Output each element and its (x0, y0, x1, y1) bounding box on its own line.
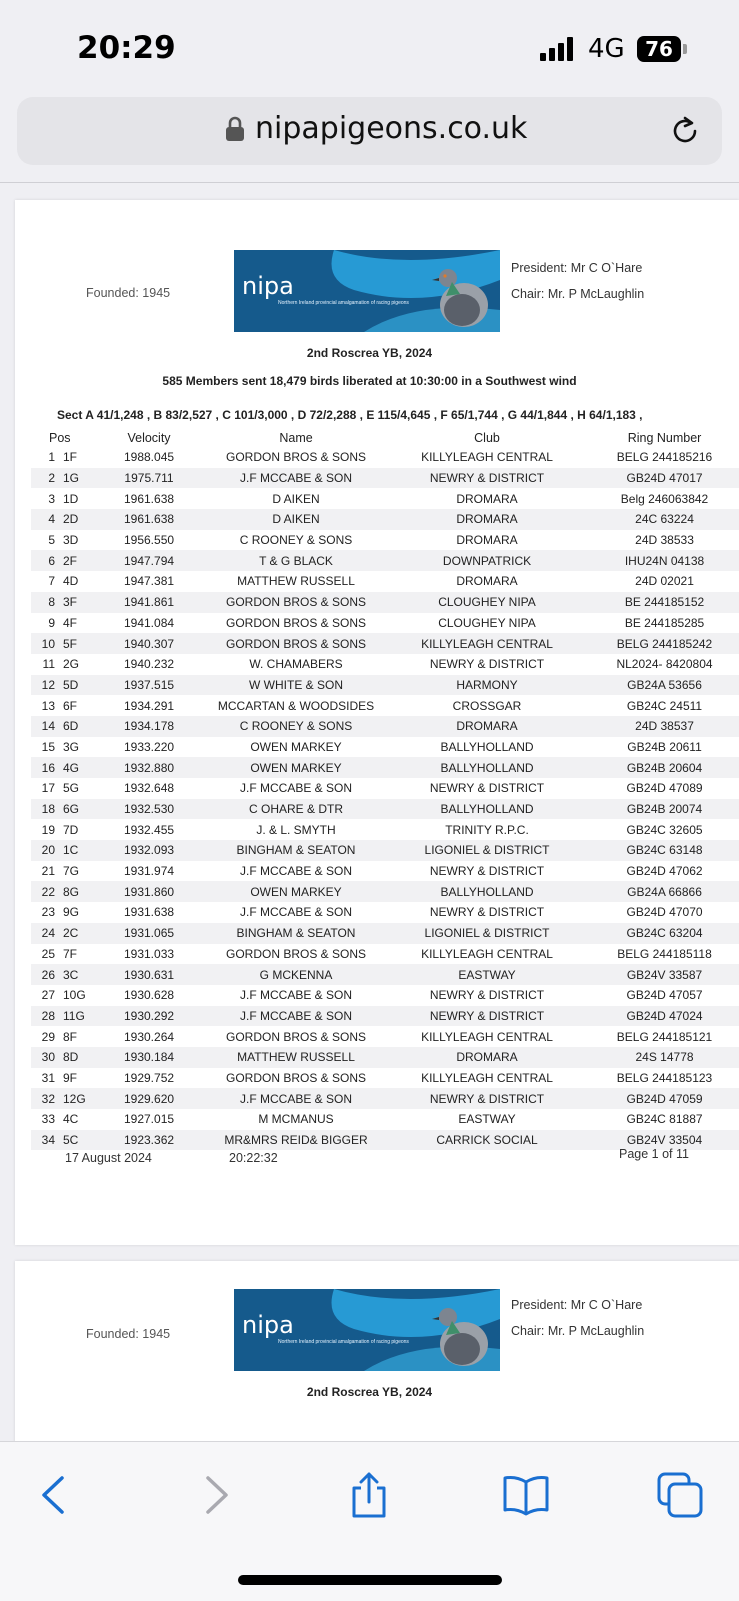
table-row (31, 550, 739, 571)
cell-velocity: 1932.648 (123, 781, 175, 796)
founded-text: Founded: 1945 (86, 286, 171, 300)
cell-ring: BE 244185285 (624, 615, 705, 630)
cell-section: 4C (63, 1112, 79, 1127)
cell-pos: 18 (31, 799, 61, 820)
cell-pos: 3 (48, 491, 55, 506)
cell-name: D AIKEN (203, 509, 389, 530)
cell-name: M MCMANUS (258, 1112, 334, 1127)
cell-name: J.F MCCABE & SON (240, 864, 353, 879)
cell-pos: 9 (48, 615, 55, 630)
logo-tagline: Northern Ireland provincial amalgamation of racing pigeons (278, 300, 409, 306)
cell-section: 1F (63, 450, 78, 465)
cell-ring: BELG 244185216 (616, 450, 713, 465)
back-icon[interactable] (30, 1470, 80, 1520)
table-row (31, 716, 739, 737)
cell-velocity: 1929.620 (95, 1088, 203, 1109)
cell-velocity: 1947.794 (95, 550, 203, 571)
cell-name: G MCKENNA (203, 964, 389, 985)
cell-ring: 24S 14778 (585, 1047, 739, 1068)
cell-velocity: 1930.292 (95, 1006, 203, 1027)
cell-ring: GB24D 47059 (585, 1088, 739, 1109)
logo-text: nipa (242, 1311, 294, 1339)
cell-club: DROMARA (456, 533, 518, 548)
nipa-logo-banner (234, 1289, 500, 1371)
cell-section: 6G (61, 799, 95, 820)
cell-name: GORDON BROS & SONS (226, 615, 367, 630)
table-row (31, 1006, 739, 1027)
cell-club: NEWRY & DISTRICT (389, 1088, 585, 1109)
cell-name: W WHITE & SON (203, 675, 389, 696)
cell-club: EASTWAY (389, 964, 585, 985)
cell-pos: 24 (31, 923, 61, 944)
cell-pos: 25 (41, 946, 55, 961)
cell-club: DROMARA (389, 716, 585, 737)
header-ring: Ring Number (627, 431, 702, 445)
footer-date: 17 August 2024 (65, 1151, 152, 1165)
cell-section: 2G (63, 657, 80, 672)
table-row (31, 571, 739, 592)
cell-ring: GB24D 47024 (585, 1006, 739, 1027)
cell-section: 2C (61, 923, 95, 944)
cell-name: GORDON BROS & SONS (203, 633, 389, 654)
cell-ring: GB24C 81887 (626, 1112, 703, 1127)
cell-name: MATTHEW RUSSELL (203, 1047, 389, 1068)
cell-section: 5D (61, 675, 95, 696)
cell-pos: 34 (31, 1130, 61, 1151)
cell-club: CARRICK SOCIAL (389, 1130, 585, 1151)
cell-velocity: 1930.264 (123, 1029, 175, 1044)
page-number: Page 1 of 11 (619, 1147, 689, 1161)
cell-section: 5F (61, 633, 95, 654)
cell-section: 12G (61, 1088, 95, 1109)
cell-pos: 15 (41, 739, 55, 754)
results-table (31, 429, 739, 1150)
cell-ring: GB24C 63204 (585, 923, 739, 944)
table-row (31, 654, 739, 675)
cell-section: 1C (61, 840, 95, 861)
cell-club: BALLYHOLLAND (440, 739, 534, 754)
cell-ring: GB24C 24511 (626, 698, 703, 713)
cell-velocity: 1932.093 (95, 840, 203, 861)
cell-pos: 5 (48, 533, 55, 548)
cell-name: C ROONEY & SONS (203, 716, 389, 737)
cellular-signal-icon (540, 37, 578, 61)
cell-name: GORDON BROS & SONS (203, 592, 389, 613)
cell-club: DROMARA (389, 509, 585, 530)
table-row (31, 675, 739, 696)
cell-velocity: 1934.178 (95, 716, 203, 737)
cell-ring: GB24D 47062 (626, 864, 703, 879)
cell-name: W. CHAMABERS (249, 657, 343, 672)
cell-section: 1G (61, 468, 95, 489)
cell-pos: 6 (31, 550, 61, 571)
race-title: 2nd Roscrea YB, 2024 (306, 346, 433, 360)
footer-time: 20:22:32 (229, 1151, 278, 1165)
table-row (31, 944, 739, 965)
table-row (31, 923, 739, 944)
section-counts: Sect A 41/1,248 , B 83/2,527 , C 101/3,000 , D 72/2,288 , E 115/4,645 , F 65/1,744 , G 44/1,844 , H 64/1,183 , (57, 408, 643, 422)
cell-velocity: 1941.084 (123, 615, 175, 630)
cell-section: 3F (61, 592, 95, 613)
cell-section: 7D (63, 822, 79, 837)
cell-pos: 20 (31, 840, 61, 861)
cell-name: J.F MCCABE & SON (240, 905, 353, 920)
cell-club: KILLYLEAGH CENTRAL (421, 1070, 553, 1085)
cell-ring: 24D 38533 (635, 533, 694, 548)
tabs-icon[interactable] (655, 1470, 705, 1520)
cell-name: GORDON BROS & SONS (226, 1070, 367, 1085)
logo-tagline: Northern Ireland provincial amalgamation of racing pigeons (278, 1339, 409, 1345)
cell-name: MR&MRS REID& BIGGER (203, 1130, 389, 1151)
cell-name: GORDON BROS & SONS (226, 450, 367, 465)
cell-velocity: 1931.033 (123, 946, 175, 961)
cell-club: NEWRY & DISTRICT (389, 468, 585, 489)
cell-velocity: 1961.638 (95, 509, 203, 530)
cell-name: BINGHAM & SEATON (203, 840, 389, 861)
table-row (31, 840, 739, 861)
cell-ring: BELG 244185121 (616, 1029, 713, 1044)
header-name: Name (279, 431, 313, 445)
chair-text: Chair: Mr. P McLaughlin (511, 287, 645, 301)
cell-velocity: 1940.307 (95, 633, 203, 654)
cell-club: HARMONY (389, 675, 585, 696)
cell-velocity: 1961.638 (123, 491, 175, 506)
table-row (31, 964, 739, 985)
cell-pos: 32 (31, 1088, 61, 1109)
cell-club: NEWRY & DISTRICT (429, 988, 545, 1003)
cell-pos: 13 (41, 698, 55, 713)
reload-icon[interactable] (668, 114, 702, 148)
cell-name: C OHARE & DTR (203, 799, 389, 820)
cell-pos: 8 (31, 592, 61, 613)
divider (0, 182, 739, 183)
cell-club: LIGONIEL & DISTRICT (389, 840, 585, 861)
cell-section: 4D (63, 574, 79, 589)
table-row (31, 757, 739, 778)
cell-club: NEWRY & DISTRICT (429, 864, 545, 879)
cell-section: 3C (61, 964, 95, 985)
cell-club: KILLYLEAGH CENTRAL (421, 1029, 553, 1044)
cell-ring: GB24D 47089 (626, 781, 703, 796)
table-row (31, 881, 739, 902)
cell-velocity: 1941.861 (95, 592, 203, 613)
table-row (31, 488, 739, 509)
status-time: 20:29 (77, 30, 176, 66)
cell-velocity: 1988.045 (123, 450, 175, 465)
cell-ring: GB24C 32605 (626, 822, 703, 837)
table-row (31, 861, 739, 882)
table-row (31, 509, 739, 530)
logo-text: nipa (242, 272, 294, 300)
cell-velocity: 1931.860 (95, 881, 203, 902)
cell-ring: GB24A 66866 (585, 881, 739, 902)
table-row (31, 1109, 739, 1130)
founded-text: Founded: 1945 (86, 1327, 171, 1341)
battery-icon (637, 36, 687, 62)
cell-club: DROMARA (456, 491, 518, 506)
cell-section: 5C (61, 1130, 95, 1151)
cell-velocity: 1930.628 (123, 988, 175, 1003)
cell-pos: 26 (31, 964, 61, 985)
home-indicator[interactable] (238, 1575, 502, 1585)
cell-pos: 23 (41, 905, 55, 920)
table-row (31, 819, 739, 840)
cell-pos: 31 (41, 1070, 55, 1085)
table-row (31, 695, 739, 716)
table-row (31, 468, 739, 489)
cell-pos: 12 (31, 675, 61, 696)
cell-name: J.F MCCABE & SON (203, 468, 389, 489)
cell-ring: GB24D 47070 (626, 905, 703, 920)
cell-club: DROMARA (389, 1047, 585, 1068)
cell-velocity: 1933.220 (123, 739, 175, 754)
cell-pos: 14 (31, 716, 61, 737)
battery-level: 76 (637, 36, 681, 62)
cell-velocity: 1930.631 (95, 964, 203, 985)
table-row (31, 1047, 739, 1068)
forward-icon[interactable] (190, 1470, 240, 1520)
cell-name: J. & L. SMYTH (256, 822, 336, 837)
cell-name: MCCARTAN & WOODSIDES (217, 698, 375, 713)
nipa-logo-banner (234, 250, 500, 332)
cell-velocity: 1932.455 (123, 822, 175, 837)
cell-club: DOWNPATRICK (389, 550, 585, 571)
table-row (31, 530, 739, 551)
cell-ring: GB24B 20074 (585, 799, 739, 820)
cell-ring: 24D 02021 (635, 574, 694, 589)
cell-velocity: 1930.184 (95, 1047, 203, 1068)
table-row (31, 985, 739, 1006)
cell-velocity: 1931.065 (95, 923, 203, 944)
cell-ring: 24C 63224 (585, 509, 739, 530)
cell-ring: GB24D 47017 (585, 468, 739, 489)
cell-section: 8G (61, 881, 95, 902)
cell-section: 9F (63, 1070, 78, 1085)
cell-section: 8D (61, 1047, 95, 1068)
table-row (31, 1026, 739, 1047)
cell-club: EASTWAY (458, 1112, 516, 1127)
cell-club: KILLYLEAGH CENTRAL (421, 450, 553, 465)
cell-section: 8F (63, 1029, 78, 1044)
cell-name: BINGHAM & SEATON (203, 923, 389, 944)
cell-section: 7F (63, 946, 78, 961)
cell-club: LIGONIEL & DISTRICT (389, 923, 585, 944)
cell-name: J.F MCCABE & SON (240, 781, 353, 796)
cell-name: T & G BLACK (203, 550, 389, 571)
cell-club: CLOUGHEY NIPA (389, 592, 585, 613)
cell-ring: GB24V 33587 (585, 964, 739, 985)
cell-club: NEWRY & DISTRICT (429, 905, 545, 920)
president-text: President: Mr C O`Hare (511, 1298, 643, 1312)
cell-ring: 24D 38537 (585, 716, 739, 737)
cell-name: D AIKEN (272, 491, 320, 506)
cell-section: 5G (63, 781, 80, 796)
cell-velocity: 1932.880 (95, 757, 203, 778)
cell-club: KILLYLEAGH CENTRAL (389, 633, 585, 654)
cell-pos: 27 (41, 988, 55, 1003)
cell-velocity: 1931.638 (123, 905, 175, 920)
cell-velocity: 1923.362 (95, 1130, 203, 1151)
network-type: 4G (588, 34, 625, 64)
cell-section: 9G (63, 905, 80, 920)
cell-section: 7G (63, 864, 80, 879)
cell-pos: 19 (41, 822, 55, 837)
cell-velocity: 1931.974 (123, 864, 175, 879)
table-row (31, 1088, 739, 1109)
president-text: President: Mr C O`Hare (511, 261, 643, 275)
cell-section: 4F (63, 615, 78, 630)
cell-ring: IHU24N 04138 (585, 550, 739, 571)
cell-velocity: 1947.381 (123, 574, 175, 589)
cell-velocity: 1940.232 (123, 657, 175, 672)
cell-pos: 22 (31, 881, 61, 902)
cell-club: CLOUGHEY NIPA (438, 615, 536, 630)
pdf-page-2[interactable] (15, 1261, 739, 1461)
cell-pos: 2 (31, 468, 61, 489)
cell-club: BALLYHOLLAND (389, 757, 585, 778)
cell-name: MATTHEW RUSSELL (237, 574, 355, 589)
cell-velocity: 1934.291 (123, 698, 175, 713)
pdf-page-1[interactable] (15, 200, 739, 1245)
header-club: Club (474, 431, 500, 445)
cell-club: NEWRY & DISTRICT (429, 657, 545, 672)
cell-club: BALLYHOLLAND (389, 881, 585, 902)
chair-text: Chair: Mr. P McLaughlin (511, 1324, 645, 1338)
cell-section: 6D (61, 716, 95, 737)
cell-pos: 7 (48, 574, 55, 589)
table-row (31, 902, 739, 923)
race-summary: 585 Members sent 18,479 birds liberated at 10:30:00 in a Southwest wind (162, 374, 577, 388)
cell-ring: NL2024- 8420804 (616, 657, 713, 672)
cell-ring: GB24C 63148 (585, 840, 739, 861)
cell-name: OWEN MARKEY (250, 739, 342, 754)
cell-pos: 28 (31, 1006, 61, 1027)
cell-club: BALLYHOLLAND (389, 799, 585, 820)
table-header-row (31, 429, 739, 447)
cell-name: J.F MCCABE & SON (203, 1088, 389, 1109)
header-velocity: Velocity (127, 431, 171, 445)
cell-pos: 4 (31, 509, 61, 530)
cell-velocity: 1937.515 (95, 675, 203, 696)
cell-ring: BE 244185152 (585, 592, 739, 613)
cell-name: C ROONEY & SONS (239, 533, 353, 548)
cell-section: 10G (63, 988, 86, 1003)
cell-pos: 10 (31, 633, 61, 654)
cell-pos: 1 (48, 450, 55, 465)
cell-club: DROMARA (456, 574, 518, 589)
cell-section: 4G (61, 757, 95, 778)
header-pos: Pos (49, 431, 71, 445)
cell-pos: 16 (31, 757, 61, 778)
cell-ring: BELG 244185118 (617, 946, 712, 961)
cell-section: 6F (63, 698, 78, 713)
table-row (31, 613, 739, 634)
cell-velocity: 1975.711 (95, 468, 203, 489)
cell-section: 11G (61, 1006, 95, 1027)
cell-name: J.F MCCABE & SON (203, 1006, 389, 1027)
table-row (31, 633, 739, 654)
cell-ring: GB24D 47057 (626, 988, 703, 1003)
cell-pos: 30 (31, 1047, 61, 1068)
cell-name: OWEN MARKEY (203, 881, 389, 902)
cell-name: J.F MCCABE & SON (240, 988, 353, 1003)
cell-ring: BELG 244185123 (616, 1070, 713, 1085)
table-row (31, 592, 739, 613)
cell-pos: 21 (41, 864, 55, 879)
cell-club: TRINITY R.P.C. (445, 822, 529, 837)
url-text[interactable]: nipapigeons.co.uk (255, 111, 528, 146)
cell-ring: GB24V 33504 (585, 1130, 739, 1151)
cell-pos: 29 (41, 1029, 55, 1044)
status-bar (0, 0, 739, 95)
race-title: 2nd Roscrea YB, 2024 (306, 1385, 433, 1399)
table-row (31, 447, 739, 468)
cell-club: CROSSGAR (452, 698, 522, 713)
cell-pos: 33 (41, 1112, 55, 1127)
cell-velocity: 1927.015 (123, 1112, 175, 1127)
cell-ring: BELG 244185242 (585, 633, 739, 654)
cell-ring: Belg 246063842 (620, 491, 709, 506)
cell-velocity: 1932.530 (95, 799, 203, 820)
cell-pos: 17 (41, 781, 55, 796)
cell-section: 2F (61, 550, 95, 571)
table-row (31, 778, 739, 799)
cell-section: 3D (63, 533, 79, 548)
share-icon[interactable] (344, 1470, 394, 1520)
table-row (31, 799, 739, 820)
cell-velocity: 1929.752 (123, 1070, 175, 1085)
table-row (31, 737, 739, 758)
table-row (31, 1068, 739, 1089)
cell-velocity: 1956.550 (123, 533, 175, 548)
cell-club: KILLYLEAGH CENTRAL (421, 946, 553, 961)
cell-ring: GB24A 53656 (585, 675, 739, 696)
cell-section: 3G (63, 739, 80, 754)
cell-section: 1D (63, 491, 79, 506)
address-bar[interactable] (17, 97, 722, 165)
cell-name: OWEN MARKEY (203, 757, 389, 778)
cell-club: NEWRY & DISTRICT (429, 781, 545, 796)
cell-ring: GB24B 20604 (585, 757, 739, 778)
cell-section: 2D (61, 509, 95, 530)
lock-icon (225, 116, 245, 142)
bookmarks-icon[interactable] (501, 1470, 551, 1520)
cell-ring: GB24B 20611 (627, 739, 702, 754)
cell-club: NEWRY & DISTRICT (389, 1006, 585, 1027)
cell-name: GORDON BROS & SONS (226, 946, 367, 961)
cell-name: GORDON BROS & SONS (226, 1029, 367, 1044)
cell-pos: 11 (42, 657, 55, 672)
